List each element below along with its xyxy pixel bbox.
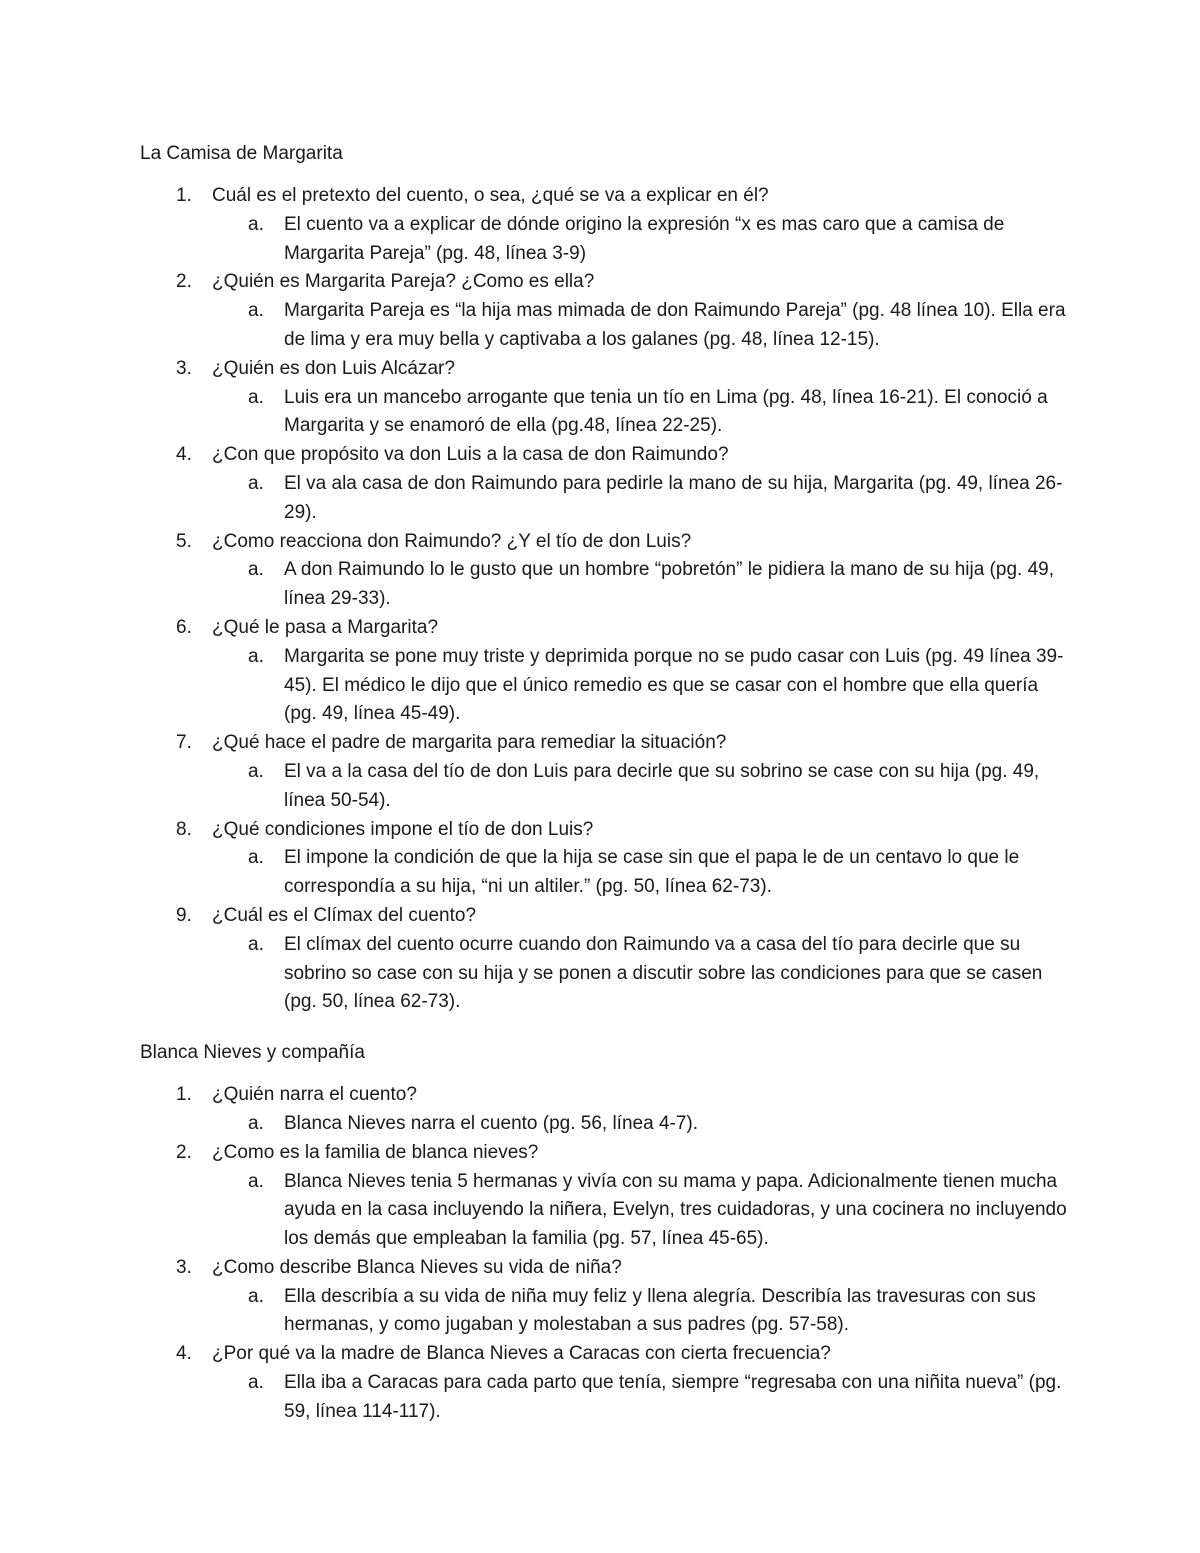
question-item: [140, 528, 1070, 614]
answer-text: El cuento va a explicar de dónde origino la expresión “x es mas caro que a camisa de Margarita Pareja” (pg. 48, línea 3-9): [284, 213, 1005, 264]
question-number: 5.: [176, 530, 192, 552]
question-number: 9.: [176, 904, 192, 926]
answer-list: [212, 758, 1070, 816]
answer-text: Luis era un mancebo arrogante que tenia un tío en Lima (pg. 48, línea 16-21). El conoció a Margarita y se enamoró de ella (pg.48, línea 22-25).: [284, 386, 1048, 437]
question-text: ¿Como reacciona don Raimundo? ¿Y el tío de don Luis?: [212, 530, 692, 552]
answer-list: [212, 1283, 1070, 1341]
question-item: [140, 1340, 1070, 1426]
answer-list: [212, 211, 1070, 269]
answer-letter: a.: [248, 1170, 264, 1192]
question-item: [140, 268, 1070, 354]
answer-text: El va a la casa del tío de don Luis para decirle que su sobrino se case con su hija (pg. 49, línea 50-54).: [284, 760, 1040, 811]
question-item: [140, 729, 1070, 815]
question-text: ¿Quién es Margarita Pareja? ¿Como es ella?: [212, 271, 595, 293]
answer-item: [212, 844, 1070, 902]
answer-item: [212, 211, 1070, 269]
question-text: Cuál es el pretexto del cuento, o sea, ¿qué se va a explicar en él?: [212, 185, 769, 206]
answer-list: [212, 643, 1070, 729]
question-text: ¿Como describe Blanca Nieves su vida de niña?: [212, 1256, 622, 1278]
question-number: 4.: [176, 444, 192, 466]
answer-text: Margarita Pareja es “la hija mas mimada de don Raimundo Pareja” (pg. 48 línea 10). Ella era de lima y era muy bella y captivaba a los galanes (pg. 48, línea 12-15).: [284, 300, 1066, 350]
question-item: [140, 1139, 1070, 1254]
answer-list: [212, 1369, 1070, 1427]
answer-letter: a.: [248, 1372, 264, 1394]
question-number: 7.: [176, 732, 192, 754]
answer-text: El clímax del cuento ocurre cuando don Raimundo va a casa del tío para decirle que su sobrino so case con su hija y se ponen a discutir sobre las condiciones para que se casen (pg. 50, línea 62-73).: [284, 933, 1043, 1013]
answer-letter: a.: [248, 760, 264, 782]
question-item: [140, 1254, 1070, 1340]
answer-letter: a.: [248, 847, 264, 869]
answer-item: [212, 1369, 1070, 1427]
section-title: Blanca Nieves y compañía: [140, 1042, 365, 1064]
answer-item: [212, 1110, 1070, 1139]
answer-list: [212, 384, 1070, 442]
answer-item: [212, 643, 1070, 729]
question-number: 2.: [176, 271, 192, 293]
answer-letter: a.: [248, 933, 264, 955]
question-text: ¿Por qué va la madre de Blanca Nieves a Caracas con cierta frecuencia?: [212, 1343, 831, 1365]
question-number: 1.: [176, 185, 192, 206]
question-list: [140, 182, 1070, 1017]
answer-list: [212, 844, 1070, 902]
section-blanca-nieves: [140, 1039, 1070, 1427]
question-number: 8.: [176, 818, 192, 840]
question-number: 3.: [176, 357, 192, 379]
question-text: ¿Qué condiciones impone el tío de don Luis?: [212, 818, 594, 840]
answer-letter: a.: [248, 559, 264, 581]
section-camisa-margarita: [140, 140, 1070, 1017]
document-page: [140, 140, 1070, 1427]
answer-list: [212, 931, 1070, 1017]
answer-letter: a.: [248, 645, 264, 667]
question-number: 3.: [176, 1256, 192, 1278]
question-text: ¿Cuál es el Clímax del cuento?: [212, 904, 477, 926]
answer-list: [212, 1110, 1070, 1139]
answer-text: Margarita se pone muy triste y deprimida porque no se pudo casar con Luis (pg. 49 línea 39-45). El médico le dijo que el único remedio es que se casar con el hombre que ella quería (pg. 49, línea 45-49).: [284, 645, 1064, 725]
answer-item: [212, 1168, 1070, 1254]
answer-list: [212, 297, 1070, 355]
answer-item: [212, 1283, 1070, 1341]
question-number: 2.: [176, 1141, 192, 1163]
question-list: [140, 1081, 1070, 1427]
answer-item: [212, 556, 1070, 614]
question-text: ¿Qué hace el padre de margarita para remediar la situación?: [212, 732, 727, 754]
answer-text: Ella iba a Caracas para cada parto que tenía, siempre “regresaba con una niñita nueva” (pg. 59, línea 114-117).: [284, 1372, 1062, 1422]
section-title: La Camisa de Margarita: [140, 143, 343, 164]
answer-text: Blanca Nieves tenia 5 hermanas y vivía con su mama y papa. Adicionalmente tienen mucha ayuda en la casa incluyendo la niñera, Evelyn, tres cuidadoras, y una cocinera no incluyendo los demás que empleaban la familia (pg. 57, línea 45-65).: [284, 1170, 1067, 1250]
answer-letter: a.: [248, 472, 264, 494]
answer-letter: a.: [248, 213, 264, 235]
answer-letter: a.: [248, 300, 264, 322]
question-text: ¿Quién es don Luis Alcázar?: [212, 357, 455, 379]
answer-item: [212, 297, 1070, 355]
question-item: [140, 355, 1070, 441]
question-item: [140, 816, 1070, 902]
answer-letter: a.: [248, 1112, 264, 1134]
answer-text: El va ala casa de don Raimundo para pedirle la mano de su hija, Margarita (pg. 49, línea 26-29).: [284, 472, 1063, 523]
question-number: 4.: [176, 1343, 192, 1365]
answer-text: A don Raimundo lo le gusto que un hombre “pobretón” le pidiera la mano de su hija (pg. 49, línea 29-33).: [284, 559, 1054, 610]
answer-item: [212, 758, 1070, 816]
answer-list: [212, 470, 1070, 528]
question-text: ¿Quién narra el cuento?: [212, 1084, 417, 1106]
question-item: [140, 441, 1070, 527]
answer-text: Blanca Nieves narra el cuento (pg. 56, línea 4-7).: [284, 1112, 699, 1134]
answer-item: [212, 470, 1070, 528]
question-text: ¿Qué le pasa a Margarita?: [212, 616, 439, 638]
question-item: [140, 614, 1070, 729]
question-item: [140, 902, 1070, 1017]
answer-text: El impone la condición de que la hija se case sin que el papa le de un centavo lo que le correspondía a su hija, “ni un altiler.” (pg. 50, línea 62-73).: [284, 847, 1020, 898]
answer-item: [212, 931, 1070, 1017]
question-text: ¿Con que propósito va don Luis a la casa de don Raimundo?: [212, 444, 729, 466]
answer-letter: a.: [248, 1285, 264, 1307]
question-number: 6.: [176, 616, 192, 638]
question-number: 1.: [176, 1084, 192, 1106]
question-text: ¿Como es la familia de blanca nieves?: [212, 1141, 539, 1163]
answer-letter: a.: [248, 386, 264, 408]
answer-list: [212, 556, 1070, 614]
question-item: [140, 182, 1070, 268]
answer-item: [212, 384, 1070, 442]
question-item: [140, 1081, 1070, 1139]
answer-list: [212, 1168, 1070, 1254]
answer-text: Ella describía a su vida de niña muy feliz y llena alegría. Describía las travesuras con sus hermanas, y como jugaban y molestaban a sus padres (pg. 57-58).: [284, 1285, 1036, 1336]
